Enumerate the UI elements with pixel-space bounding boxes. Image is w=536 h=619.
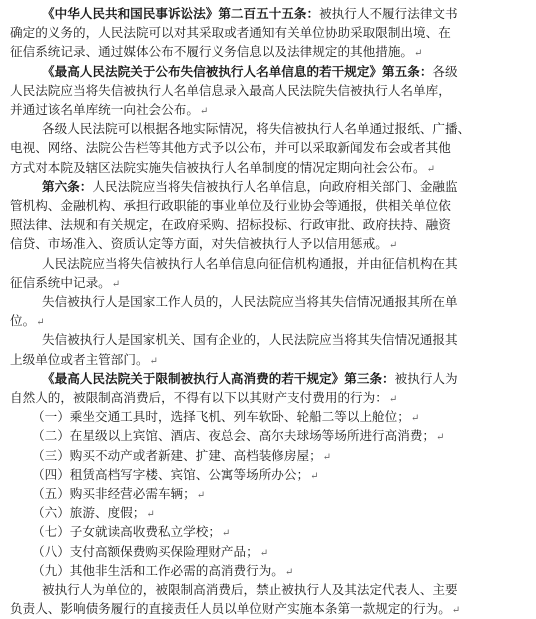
paragraph-mark: ↵ [426,163,435,175]
text-segment: 人民法院应当将失信被执行人名单信息向征信机构通报，并由征信机构在其 [42,255,458,271]
text-line [32,407,419,427]
text-line [32,465,318,485]
text-line [10,100,208,120]
text-segment: 征信系统中记录。 [10,274,111,290]
text-line [42,330,459,350]
text-segment: 征信系统记录、通过媒体公布不履行义务信息以及法律规定的其他措施。 [10,44,413,60]
text-line [10,311,45,331]
paragraph-mark: ↵ [451,605,461,617]
text-line [32,446,331,466]
text-segment: （四）租赁高档写字楼、宾馆、公寓等场所办公； [32,466,310,482]
text-line [42,369,459,389]
text-segment: （一）乘坐交通工具时，选择飞机、列车软卧、轮船二等以上舱位； [32,409,410,425]
text-segment: 确定的义务的，人民法院可以对其采取或者通知有关单位协助采取限制出境、在 [10,25,451,41]
text-segment: 人民法院应当将失信被执行人名单信息录入最高人民法院失信被执行人名单库， [10,82,451,98]
text-line [42,292,459,312]
text-line [10,81,452,101]
text-segment: 方式对本院及辖区法院实施失信被执行人名单制度的情况定期向社会公布。 [10,159,426,175]
paragraph-mark: ↵ [410,413,420,425]
paragraph-mark: ↵ [146,509,155,521]
text-line [42,4,459,24]
text-line [10,599,460,619]
paragraph-mark: ↵ [259,547,269,559]
text-line [10,158,435,178]
text-segment: 被执行人为单位的，被限制高消费后，禁止被执行人及其法定代表人、主要 [42,582,458,597]
text-segment: 位。 [10,313,36,329]
text-segment: 信贷、市场准入、资质认定等方面，对失信被执行人予以信用惩戒。 [10,236,388,252]
paragraph-mark: ↵ [284,566,294,578]
bold-heading-segment: 《最高人民法院关于公布失信被执行人名单信息的若干规定》第五条： [42,63,433,79]
bold-heading-segment: 第六条： [42,178,93,194]
bold-heading-segment: 《中华人民共和国民事诉讼法》第二百五十五条： [42,6,320,21]
bold-heading-segment: 《最高人民法院关于限制被执行人高消费的若干规定》第三条： [42,370,395,386]
text-line [42,119,471,139]
paragraph-mark: ↵ [436,432,445,444]
text-line [10,196,452,216]
text-segment: 管机构、金融机构、承担行政职能的事业单位及行业协会等通报，供相关单位依 [10,198,451,213]
paragraph-mark: ↵ [196,490,206,501]
paragraph-mark: ↵ [149,355,158,367]
text-segment: 被执行人不履行法律文书 [319,6,458,21]
text-line [10,273,120,293]
text-segment: 各级 [432,63,458,79]
text-segment: 并通过该名单库统一向社会公布。 [10,102,199,117]
text-line [32,426,444,446]
paragraph-mark: ↵ [199,106,209,117]
paragraph-mark: ↵ [221,528,231,540]
text-line [10,42,422,62]
text-segment: （二）在星级以上宾馆、酒店、夜总会、高尔夫球场等场所进行高消费； [32,428,435,444]
paragraph-mark: ↵ [388,394,398,405]
text-segment: 负责人、影响债务履行的直接责任人员以单位财产实施本条第一款规定的行为。 [10,601,451,617]
text-segment: 电视、网络、法院公告栏等其他方式予以公布，并可以采取新闻发布会或者其他 [10,140,451,156]
paragraph-mark: ↵ [111,278,121,290]
text-segment: 失信被执行人是国家工作人员的，人民法院应当将其失信情况通报其所在单 [42,294,458,309]
text-line [10,388,397,408]
text-segment: 上级单位或者主管部门。 [10,351,149,367]
text-line [10,138,452,158]
text-segment: 失信被执行人是国家机关、国有企业的，人民法院应当将其失信情况通报其 [42,332,458,348]
text-segment: （七）子女就读高收费私立学校； [32,524,221,540]
paragraph-mark: ↵ [36,317,45,329]
text-line [32,542,268,562]
text-line [10,215,452,235]
text-line [10,350,158,370]
text-segment: 各级人民法院可以根据各地实际情况，将失信被执行人名单通过报纸、广播、 [42,121,471,137]
text-segment: （三）购买不动产或者新建、扩建、高档装修房屋； [32,447,322,463]
paragraph-mark: ↵ [310,470,319,482]
paragraph-mark: ↵ [322,451,332,463]
text-segment: 被执行人为 [394,370,458,386]
text-line [42,580,459,600]
text-segment: （五）购买非经营必需车辆； [32,486,196,501]
text-segment: （九）其他非生活和工作必需的高消费行为。 [32,562,284,578]
text-line [32,503,155,523]
text-line [42,254,459,274]
text-line [10,234,397,254]
paragraph-mark: ↵ [414,48,423,60]
text-line [42,177,459,197]
text-segment: 照法律、法规和有关规定，在政府采购、招标投标、行政审批、政府扶持、融资 [10,217,451,233]
text-segment: （八）支付高额保费购买保险理财产品； [32,543,259,559]
text-segment: 人民法院应当将失信被执行人名单信息，向政府相关部门、金融监 [92,178,458,194]
text-segment: 自然人的，被限制高消费后，不得有以下以其财产支付费用的行为： [10,390,388,405]
text-line [32,522,230,542]
text-segment: （六）旅游、度假； [32,505,146,521]
text-line [32,484,205,504]
text-line [10,23,452,43]
paragraph-mark: ↵ [388,240,398,252]
text-line [32,561,293,581]
text-line [42,62,459,82]
